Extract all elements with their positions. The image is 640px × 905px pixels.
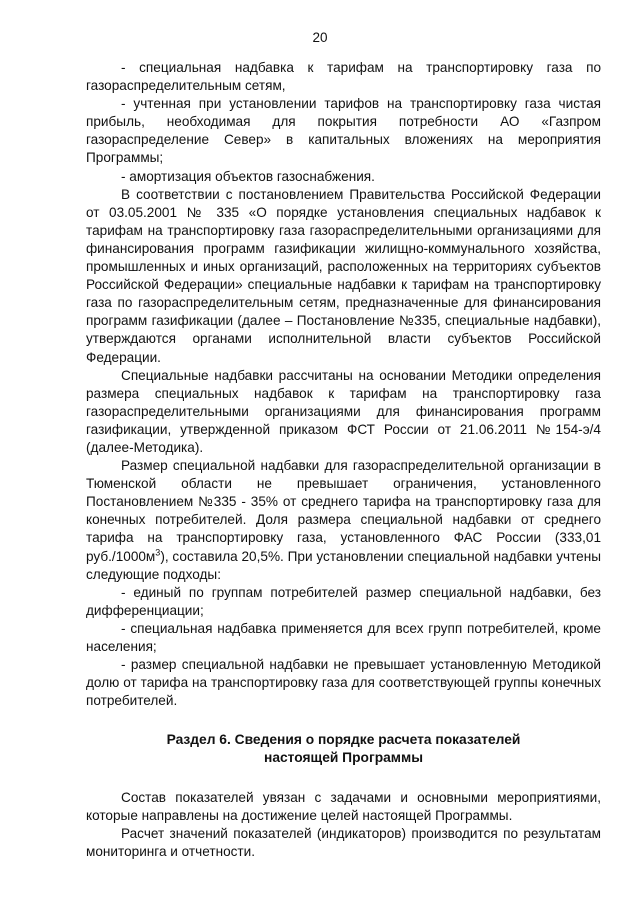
paragraph-methodology: Специальные надбавки рассчитаны на основании Методики определения размера специальных надбавок к тарифам на транспортировку газа газораспределительными организациями для финансирования программ газификации, утвержденной приказом ФСТ России от 21.06.2011 №154-э/4 (далее-Методика).	[86, 367, 601, 455]
paragraph-bullet-depreciation: - амортизация объектов газоснабжения.	[121, 168, 375, 184]
paragraph-resolution-335: В соответствии с постановлением Правительства Российской Федерации от 03.05.2001 № 335 «О порядке установления специальных надбавок к тарифам на транспортировку газа газораспределительными организациями для финансирования программ газификации жилищно-коммунального хозяйства, промышленных и иных организаций, расположенных на территориях субъектов Российской Федерации» специальные надбавки к тарифам на транспортировку газа по газораспределительным сетям, предназначенные для финансирования программ газификации (далее – Постановление №335, специальные надбавки), утверждаются органами исполнительной власти субъектов Российской Федерации.	[86, 186, 601, 365]
paragraph-bullet-net-profit: - учтенная при установлении тарифов на транспортировку газа чистая прибыль, необходимая для покрытия потребности АО «Газпром газораспределение Север» в капитальных вложениях на мероприятия Программы;	[86, 96, 601, 166]
paragraph-surcharge-size-part-b: ), составила 20,5%. При установлении специальной надбавки учтены следующие подходы:	[86, 548, 601, 582]
paragraph-indicators-composition: Состав показателей увязан с задачами и основными мероприятиями, которые направлены на достижение целей настоящей Программы.	[86, 789, 601, 823]
paragraph-bullet-not-exceed: - размер специальной надбавки не превышает установленную Методикой долю от тарифа на транспортировку газа для соответствующей группы конечных потребителей.	[86, 657, 601, 709]
section-heading	[86, 731, 601, 767]
paragraph-bullet-uniform-surcharge: - единый по группам потребителей размер специальной надбавки, без дифференциации;	[86, 584, 601, 618]
paragraph-surcharge-size	[86, 457, 601, 584]
page-number: 20	[312, 30, 328, 45]
document-body	[86, 59, 601, 861]
section-heading-line-2: настоящей Программы	[264, 750, 423, 766]
paragraph-bullet-special-surcharge: - специальная надбавка к тарифам на транспортировку газа по газораспределительным сетям,	[86, 60, 601, 94]
paragraph-bullet-except-population: - специальная надбавка применяется для всех групп потребителей, кроме населения;	[86, 620, 601, 654]
section-heading-line-1: Раздел 6. Сведения о порядке расчета показателей	[166, 732, 521, 748]
paragraph-surcharge-size-part-a: Размер специальной надбавки для газораспределительной организации в Тюменской области не превышает ограничения, установленного Постановлением №335 - 35% от среднего тарифа на транспортировку газа для конечных потребителей. Доля размера специальной надбавки от среднего тарифа на транспортировку газа, установленного ФАС России (333,01 руб./1000м	[86, 458, 601, 564]
paragraph-indicators-calculation: Расчет значений показателей (индикаторов) производится по результатам мониторинга и отчетности.	[86, 825, 601, 859]
superscript-cubic: 3	[155, 547, 161, 557]
